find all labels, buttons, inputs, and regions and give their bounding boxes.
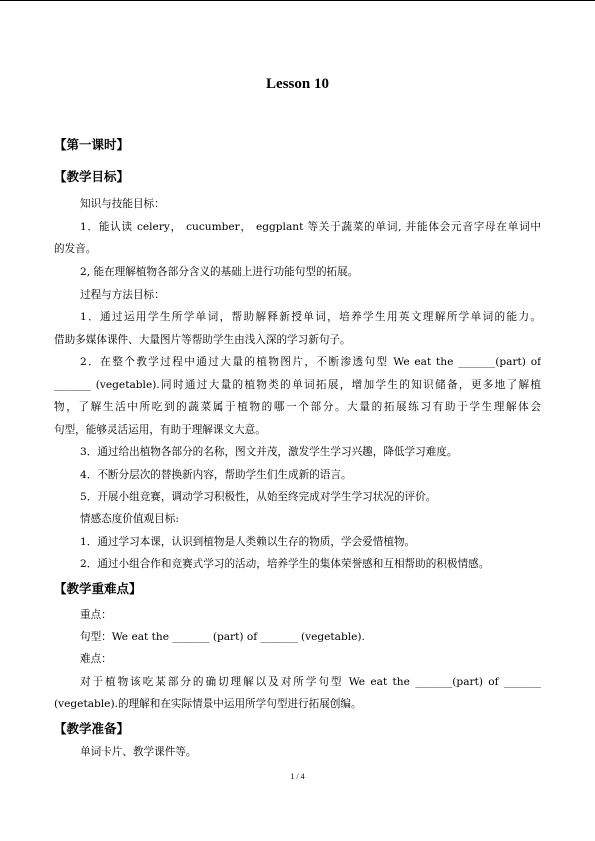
objective-k1-line1: 1．能认读 celery， cucumber， eggplant 等关于蔬菜的单词, 并能体会元音字母在单词中 xyxy=(80,221,541,233)
page-number: 1 / 4 xyxy=(290,772,305,781)
objective-k2: 2, 能在理解植物各部分含义的基础上进行功能句型的拓展。 xyxy=(80,266,359,278)
difficult-line1: 对于植物该吃某部分的确切理解以及对所学句型 We eat the _______(part) of _______ xyxy=(80,676,541,688)
objective-p5: 5．开展小组竞赛，调动学习积极性，从始至终完成对学生学习状况的评价。 xyxy=(80,491,437,503)
difficult-title: 难点： xyxy=(80,653,112,665)
objective-p2-line4: 句型，能够灵活运用，有助于理解课文大意。 xyxy=(54,424,266,436)
objective-p2-line2: _______ (vegetable).同时通过大量的植物类的单词拓展，增加学生的知识储备，更多地了解植 xyxy=(54,379,541,391)
key-body: 句型：We eat the _______ (part) of _______ (vegetable). xyxy=(80,631,365,643)
heading-preparation: 【教学准备】 xyxy=(54,721,130,736)
heading-period: 【第一课时】 xyxy=(54,137,130,152)
heading-key-points: 【教学重难点】 xyxy=(54,581,142,596)
objective-a2: 2．通过小组合作和竞赛式学习的活动，培养学生的集体荣誉感和互相帮助的积极情感。 xyxy=(80,558,490,570)
objective-p3: 3．通过给出植物各部分的名称，图文并茂，激发学生学习兴趣，降低学习难度。 xyxy=(80,446,458,458)
knowledge-title: 知识与技能目标： xyxy=(80,198,165,210)
objective-p1-line1: 1．通过运用学生所学单词，帮助解释新授单词，培养学生用英文理解所学单词的能力。 xyxy=(80,311,541,323)
objective-p4: 4．不断分层次的替换新内容，帮助学生们生成新的语言。 xyxy=(80,469,352,481)
difficult-line2: (vegetable).的理解和在实际情景中运用所学句型进行拓展创编。 xyxy=(54,698,362,710)
page-title: Lesson 10 xyxy=(266,76,329,92)
heading-objectives: 【教学目标】 xyxy=(54,169,130,184)
objective-a1: 1．通过学习本课，认识到植物是人类赖以生存的物质，学会爱惜植物。 xyxy=(80,536,416,548)
process-title: 过程与方法目标： xyxy=(80,289,165,301)
attitude-title: 情感态度价值观目标: xyxy=(80,513,179,525)
objective-p1-line2: 借助多媒体课件、大量图片等帮助学生由浅入深的学习新句子。 xyxy=(54,334,351,346)
objective-p2-line3: 物，了解生活中所吃到的蔬菜属于植物的哪一个部分。大量的拓展练习有助于学生理解体会 xyxy=(54,401,541,413)
key-title: 重点： xyxy=(80,609,112,621)
objective-p2-line1: 2．在整个教学过程中通过大量的植物图片，不断渗透句型 We eat the _______(part) of xyxy=(80,356,541,368)
preparation-body: 单词卡片、教学课件等。 xyxy=(80,746,197,758)
top-rule xyxy=(0,0,595,1)
objective-k1-line2: 的发音。 xyxy=(54,243,97,255)
